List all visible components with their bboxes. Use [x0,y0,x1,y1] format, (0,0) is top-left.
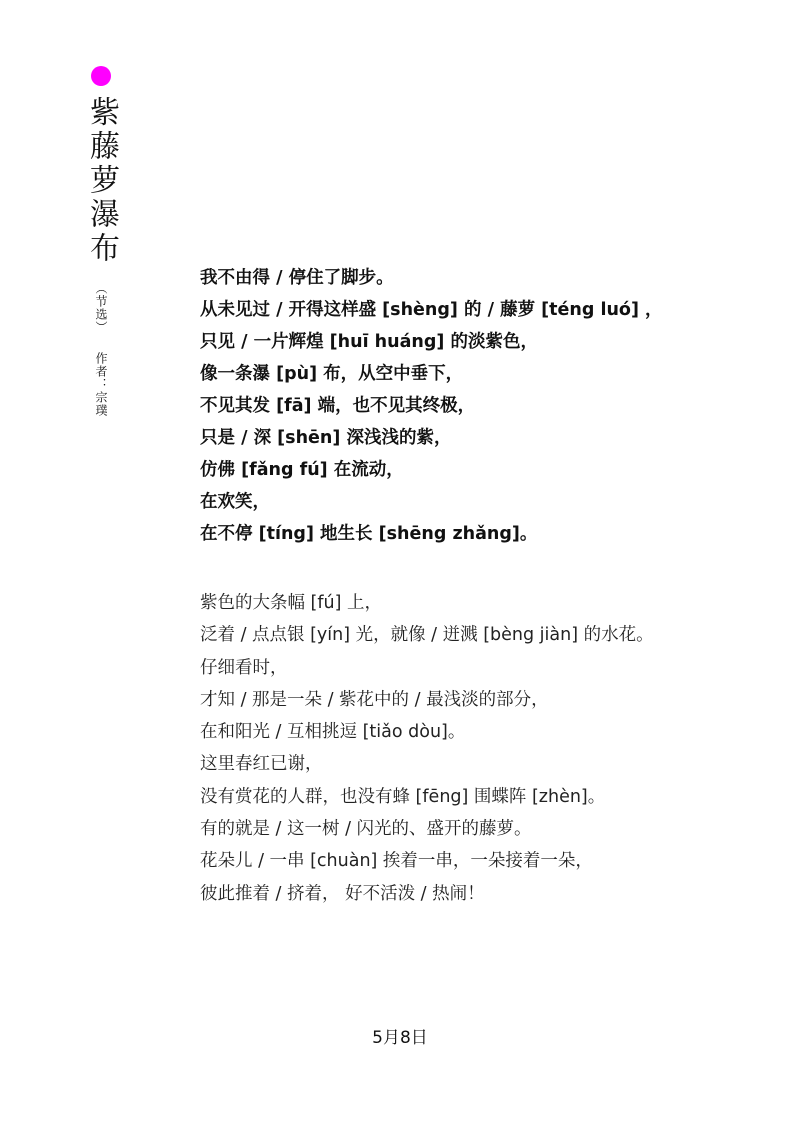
poem-line: 泛着 / 点点银 [yín] 光，就像 / 迸溅 [bèng jiàn] 的水花。 [200,625,654,646]
poem-line: 紫色的大条幅 [fú] 上， [200,593,383,613]
author: 作者：宗璞 [94,352,108,417]
poem-line: 我不由得 / 停住了脚步。 [200,268,394,288]
poem-line: 在和阳光 / 互相挑逗 [tiǎo dòu]。 [200,722,466,743]
subtitle: （节选） [94,282,108,334]
poem-line: 在欢笑， [200,492,270,512]
stanza-2 [200,587,780,910]
poem-line: 只是 / 深 [shēn] 深浅浅的紫， [200,428,452,448]
poem-line: 花朵儿 / 一串 [chuàn] 挨着一串，一朵接着一朵， [200,851,593,872]
poem-line: 不见其发 [fā] 端，也不见其终极， [200,396,476,416]
poem-line: 从未见过 / 开得这样盛 [shèng] 的 / 藤萝 [téng luó] ， [200,300,663,320]
vertical-title: 紫藤萝瀑布 [84,96,119,266]
date-label: 5月8日 [372,1028,428,1048]
poem-line: 这里春红已谢， [200,754,323,775]
poem-line: 彼此推着 / 挤着， 好不活泼 / 热闹！ [200,883,485,904]
stanza-1 [200,262,780,550]
poem-line: 有的就是 / 这一树 / 闪光的、盛开的藤萝。 [200,819,532,840]
poem-line: 只见 / 一片辉煌 [huī huáng] 的淡紫色， [200,332,538,352]
vertical-byline [94,282,108,417]
magenta-dot-icon [91,66,111,86]
poem-line: 仿佛 [fǎng fú] 在流动， [200,460,404,480]
poem-line: 像一条瀑 [pù] 布，从空中垂下， [200,364,464,384]
poem-line: 没有赏花的人群，也没有蜂 [fēng] 围蝶阵 [zhèn]。 [200,786,606,807]
poem-line: 仔细看时， [200,657,288,678]
poem-line: 在不停 [tíng] 地生长 [shēng zhǎng]。 [200,524,538,544]
poem-line: 才知 / 那是一朵 / 紫花中的 / 最浅淡的部分， [200,689,549,710]
